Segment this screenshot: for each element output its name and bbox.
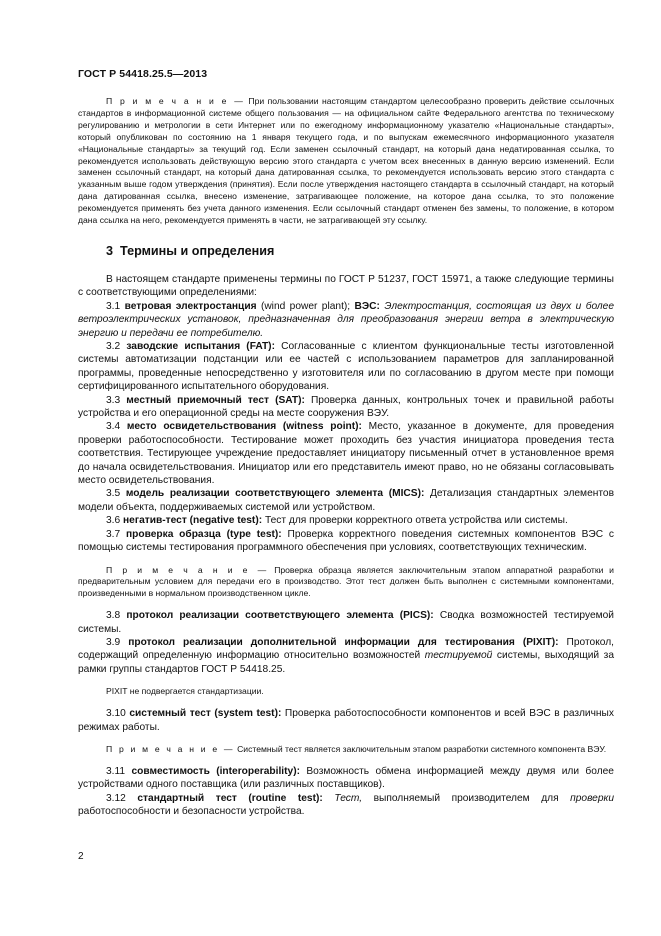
term-3-10 — [78, 707, 614, 734]
note-references — [78, 96, 614, 227]
note-type-test — [78, 565, 614, 601]
term-3-9 — [78, 636, 614, 676]
term-name: стандартный тест (routine test): — [137, 792, 323, 804]
term-number: 3.11 — [106, 765, 126, 777]
term-name: совместимость (interoperability): — [131, 765, 300, 777]
term-definition: Проверка корректного поведения системных компонентов ВЭС с помощью системы тестирования программного обеспечения при условиях, соответствующих техническим. — [78, 528, 614, 554]
term-name: место освидетельствования (witness point): — [126, 421, 362, 433]
term-number: 3.8 — [106, 610, 121, 622]
term-name: протокол реализации соответствующего элемента (PICS): — [126, 610, 434, 622]
term-definition: выполняемый производителем для — [373, 792, 559, 804]
term-name: ветровая электростанция — [124, 300, 257, 312]
term-name: заводские испытания (FAT): — [126, 341, 275, 352]
term-number: 3.9 — [106, 637, 121, 649]
term-definition-end: работоспособности и безопасности устройства. — [78, 806, 305, 818]
note-label: П р и м е ч а н и е — — [106, 96, 245, 106]
note-text: PIXIT не подвергается стандартизации. — [106, 686, 264, 697]
section-intro: В настоящем стандарте применены термины по ГОСТ Р 51237, ГОСТ 15971, а также следующие термины с соответствующими определениями: — [78, 273, 614, 299]
term-definition: Возможность обмена информацией между двумя или более устройствами одного поставщика (или различных поставщиков). — [78, 765, 614, 791]
page-content — [78, 96, 614, 819]
page-number: 2 — [78, 851, 84, 862]
note-text: Системный тест является заключительным этапом разработки системного компонента ВЭУ. — [237, 743, 607, 754]
note-label: П р и м е ч а н и е — — [106, 564, 269, 575]
term-3-6 — [78, 514, 614, 527]
term-definition: Электростанция, состоящая из двух и более ветроэлектрических установок, предназначенная для преобразования энергии ветра в электрическую энергию и передачи ее потребителю. — [78, 300, 614, 339]
term-number: 3.4 — [106, 421, 121, 433]
note-text: Проверка образца является заключительным этапом аппаратной разработки и предварительным условием для передачи его в производство. Этот тест должен быть выполнен с системными компонентами, произведенными в нормальном производственном цикле. — [78, 564, 614, 599]
term-number: 3.7 — [106, 528, 121, 540]
note-label: П р и м е ч а н и е — — [106, 743, 235, 754]
term-number: 3.1 — [106, 300, 121, 312]
term-definition-emphasis: Тест, — [334, 792, 363, 804]
note-text: При пользовании настоящим стандартом целесообразно проверить действие ссылочных стандартов в информационной системе общего пользования — на официальном сайте Федерального агентства по техническому регулированию и метрологии в сети Интернет или по ежегодному информационному указателю «Национальные стандарты», который опубликован по состоянию на 1 января текущего года, и по выпускам ежемесячного информационного указателя «Национальные стандарты» за текущий год. Если заменен ссылочный стандарт, на который дана недатированная ссылка, то рекомендуется использовать действующую версию этого стандарта с учетом всех внесенных в данную версию изменений. Если заменен ссылочный стандарт, на который дана датированная ссылка, то рекомендуется использовать версию этого стандарта с указанным выше годом утверждения (принятия). Если после утверждения настоящего стандарта в ссылочный стандарт, на который дана датированная ссылка, внесено изменение, затрагивающее положение, на которое дана ссылка, то это положение рекомендуется применять без учета данного изменения. Если ссылочный стандарт отменен без замены, то положение, в котором дана ссылка на него, рекомендуется применять в части, не затрагивающей эту ссылку. — [78, 96, 614, 226]
term-abbreviation: ВЭС: — [354, 300, 380, 312]
term-definition: Место, указанное в документе, для проведения проверки работоспособности. Тестирование может проходить без участия инициатора проведения теста соответствия. Тестирующее учреждение предоставляет инициатору письменный отчет в установленное время до начала освидетельствования. Инициатор или его представитель имеют право, но не обязаны согласовывать место освидетельствования. — [78, 421, 614, 487]
term-name: модель реализации соответствующего элемента (MICS): — [125, 488, 425, 500]
term-3-4 — [78, 420, 614, 487]
term-english: (wind power plant); — [260, 300, 351, 312]
term-number: 3.10 — [106, 708, 126, 720]
term-name: проверка образца (type test): — [125, 528, 282, 540]
term-name: местный приемочный тест (SAT): — [126, 394, 305, 406]
term-number: 3.6 — [106, 515, 121, 527]
term-definition-emphasis: тестируемой — [424, 650, 493, 662]
term-3-3 — [78, 394, 614, 421]
term-name: системный тест (system test): — [129, 708, 282, 720]
term-definition: Согласованные с клиентом функциональные тесты изготовленной системы автоматизации подстанции или ее частей с использованием параметров для запланированной программы, проведенные непосредственно у изготовителя или по согласованию в другом месте при помощи сертифицированного испытательного оборудования. — [78, 341, 614, 393]
term-definition-end: системы, выходящий за рамки группы стандартов ГОСТ Р 54418.25. — [78, 650, 614, 675]
term-definition-emphasis: проверки — [570, 792, 614, 804]
term-definition: Детализация стандартных элементов модели объекта, поддерживаемых системой или устройством. — [78, 488, 614, 513]
term-3-5 — [78, 487, 614, 514]
section-heading — [78, 244, 614, 258]
term-definition: Протокол, содержащий определенную информацию относительно возможностей — [78, 637, 614, 662]
note-pixit — [78, 686, 614, 698]
term-number: 3.5 — [106, 488, 121, 500]
term-number: 3.2 — [106, 341, 121, 352]
term-3-1 — [78, 300, 614, 340]
term-definition: Проверка данных, контрольных точек и правильной работы устройства и его операционной среды на месте сооружения ВЭУ. — [78, 394, 614, 420]
term-number: 3.3 — [106, 394, 121, 406]
section-title: Термины и определения — [120, 243, 275, 258]
standard-code-header: ГОСТ Р 54418.25.5—2013 — [78, 68, 208, 80]
section-number: 3 — [106, 243, 114, 258]
term-3-11 — [78, 765, 614, 792]
term-number: 3.12 — [106, 792, 126, 804]
term-definition: Проверка работоспособности компонентов и всей ВЭС в различных режимах работы. — [78, 708, 614, 733]
term-3-7 — [78, 528, 614, 555]
term-name: негатив-тест (negative test): — [123, 515, 263, 527]
term-definition: Тест для проверки корректного ответа устройства или системы. — [264, 515, 568, 527]
note-system-test — [78, 744, 614, 756]
term-3-12 — [78, 792, 614, 819]
term-3-8 — [78, 609, 614, 636]
term-definition: Сводка возможностей тестируемой системы. — [78, 610, 614, 635]
term-3-2 — [78, 340, 614, 394]
term-name: протокол реализации дополнительной информации для тестирования (PIXIT): — [128, 637, 559, 649]
